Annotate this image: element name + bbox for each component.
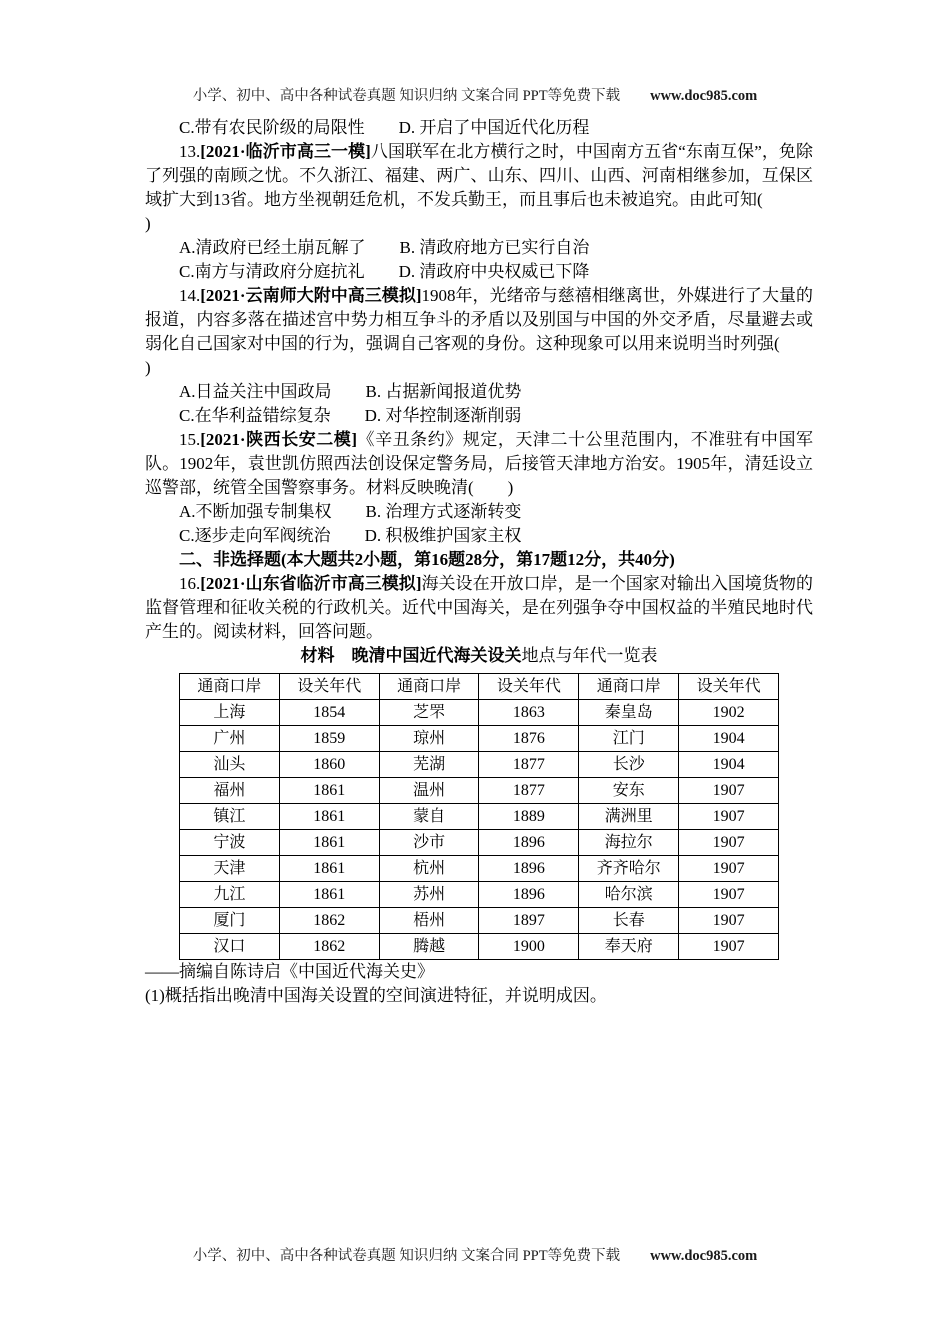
table-cell: 1907: [679, 934, 779, 960]
header-site-url[interactable]: www.doc985.com: [650, 88, 758, 104]
table-row: [180, 934, 779, 960]
question-15-text: 《辛丑条约》规定，天津二十公里范围内，不准驻有中国军队。1902年，袁世凯仿照西法创设保定警务局，后接管天津地方治安。1905年，清廷设立巡警部，统管全国警察事务。材料反映晚清( ): [145, 430, 813, 497]
table-cell: 安东: [579, 778, 679, 804]
question-13-number: 13.: [179, 142, 201, 161]
table-cell: 1861: [279, 882, 379, 908]
table-cell: 1862: [279, 908, 379, 934]
material-title-regular: 地点与年代一览表: [521, 646, 658, 665]
table-cell: 1904: [679, 726, 779, 752]
question-15-number: 15.: [179, 430, 201, 449]
table-cell: 芝罘: [379, 700, 479, 726]
customs-table: [179, 673, 779, 960]
question-14-source: [2021·云南师大附中高三模拟]: [200, 286, 422, 305]
table-cell: 福州: [180, 778, 280, 804]
table-cell: 1861: [279, 804, 379, 830]
table-row: [180, 752, 779, 778]
page-header: [0, 84, 950, 105]
question-14-stem: [145, 284, 813, 356]
question-12-options-cd: C.带有农民阶级的局限性 D. 开启了中国近代化历程: [179, 118, 590, 137]
section-2-heading: 二、非选择题(本大题共2小题，第16题28分，第17题12分，共40分): [179, 550, 675, 569]
material-title: [145, 644, 813, 668]
question-16-sub-question-1: (1)概括指出晚清中国海关设置的空间演进特征，并说明成因。: [145, 986, 607, 1005]
table-cell: 1859: [279, 726, 379, 752]
table-cell: 天津: [180, 856, 280, 882]
table-column-header: 设关年代: [279, 674, 379, 700]
table-cell: 长春: [579, 908, 679, 934]
question-14-text: 1908年，光绪帝与慈禧相继离世，外媒进行了大量的报道，内容多落在描述宫中势力相互争斗的矛盾以及别国与中国的外交矛盾，尽量避去或弱化自己国家对中国的行为，强调自己客观的身份。这种现象可以用来说明当时列强(: [145, 286, 813, 353]
table-cell: 秦皇岛: [579, 700, 679, 726]
table-cell: 1902: [679, 700, 779, 726]
table-row: [180, 856, 779, 882]
table-cell: 广州: [180, 726, 280, 752]
table-row: [180, 778, 779, 804]
table-cell: 奉天府: [579, 934, 679, 960]
table-cell: 1889: [479, 804, 579, 830]
question-13-source: [2021·临沂市高三一模]: [200, 142, 371, 161]
question-16-source: [2021·山东省临沂市高三模拟]: [200, 574, 422, 593]
page-footer: [0, 1244, 950, 1265]
header-text: 小学、初中、高中各种试卷真题 知识归纳 文案合同 PPT等免费下载: [192, 88, 621, 104]
table-cell: 蒙自: [379, 804, 479, 830]
table-cell: 1907: [679, 804, 779, 830]
table-cell: 琼州: [379, 726, 479, 752]
table-cell: 上海: [180, 700, 280, 726]
table-cell: 1907: [679, 778, 779, 804]
question-16-number: 16.: [179, 574, 201, 593]
table-cell: 苏州: [379, 882, 479, 908]
table-column-header: 通商口岸: [579, 674, 679, 700]
table-cell: 1876: [479, 726, 579, 752]
table-cell: 满洲里: [579, 804, 679, 830]
table-cell: 1904: [679, 752, 779, 778]
table-cell: 长沙: [579, 752, 679, 778]
table-row: [180, 700, 779, 726]
material-source-note: ——摘编自陈诗启《中国近代海关史》: [145, 962, 434, 981]
footer-site-url[interactable]: www.doc985.com: [650, 1248, 758, 1264]
table-cell: 1877: [479, 752, 579, 778]
question-13-text: 八国联军在北方横行之时，中国南方五省“东南互保”，免除了列强的南顾之忧。不久浙江、福建、两广、山东、四川、山西、河南相继参加，互保区域扩大到13省。地方坐视朝廷危机，不发兵勤王，而且事后也未被追究。由此可知(: [145, 142, 813, 209]
question-14-options-cd: C.在华利益错综复杂 D. 对华控制逐渐削弱: [179, 406, 522, 425]
table-column-header: 设关年代: [679, 674, 779, 700]
table-cell: 镇江: [180, 804, 280, 830]
table-cell: 1907: [679, 882, 779, 908]
question-14-number: 14.: [179, 286, 201, 305]
question-15-stem: [145, 428, 813, 500]
table-cell: 梧州: [379, 908, 479, 934]
footer-text: 小学、初中、高中各种试卷真题 知识归纳 文案合同 PPT等免费下载: [192, 1248, 621, 1264]
table-cell: 1896: [479, 830, 579, 856]
table-cell: 1877: [479, 778, 579, 804]
table-cell: 江门: [579, 726, 679, 752]
table-cell: 九江: [180, 882, 280, 908]
document-body: [145, 116, 813, 1008]
question-14-paren-close: ): [145, 358, 151, 377]
question-13-options-ab: A.清政府已经土崩瓦解了 B. 清政府地方已实行自治: [179, 238, 590, 257]
table-cell: 厦门: [180, 908, 280, 934]
table-cell: 1907: [679, 856, 779, 882]
question-16-text: 海关设在开放口岸，是一个国家对输出入国境货物的监督管理和征收关税的行政机关。近代中国海关，是在列强争夺中国权益的半殖民地时代产生的。阅读材料，回答问题。: [145, 574, 813, 641]
question-14-options-ab: A.日益关注中国政局 B. 占据新闻报道优势: [179, 382, 522, 401]
table-cell: 1862: [279, 934, 379, 960]
table-cell: 腾越: [379, 934, 479, 960]
table-cell: 1900: [479, 934, 579, 960]
question-13-stem: [145, 140, 813, 212]
table-cell: 1861: [279, 856, 379, 882]
table-cell: 齐齐哈尔: [579, 856, 679, 882]
table-cell: 汉口: [180, 934, 280, 960]
table-cell: 1860: [279, 752, 379, 778]
table-cell: 宁波: [180, 830, 280, 856]
table-cell: 1863: [479, 700, 579, 726]
table-header-row: [180, 674, 779, 700]
table-row: [180, 804, 779, 830]
table-cell: 1897: [479, 908, 579, 934]
table-row: [180, 908, 779, 934]
table-row: [180, 882, 779, 908]
table-cell: 汕头: [180, 752, 280, 778]
table-cell: 1907: [679, 830, 779, 856]
table-cell: 沙市: [379, 830, 479, 856]
table-cell: 1854: [279, 700, 379, 726]
table-column-header: 通商口岸: [379, 674, 479, 700]
table-cell: 芜湖: [379, 752, 479, 778]
question-13-paren-close: ): [145, 214, 151, 233]
question-13-options-cd: C.南方与清政府分庭抗礼 D. 清政府中央权威已下降: [179, 262, 590, 281]
table-cell: 杭州: [379, 856, 479, 882]
table-column-header: 通商口岸: [180, 674, 280, 700]
table-cell: 1896: [479, 882, 579, 908]
table-row: [180, 726, 779, 752]
question-15-options-cd: C.逐步走向军阀统治 D. 积极维护国家主权: [179, 526, 522, 545]
material-title-bold: 材料 晚清中国近代海关设关: [300, 646, 522, 665]
table-cell: 温州: [379, 778, 479, 804]
table-cell: 1907: [679, 908, 779, 934]
table-cell: 1861: [279, 778, 379, 804]
table-cell: 1861: [279, 830, 379, 856]
question-15-source: [2021·陕西长安二模]: [200, 430, 358, 449]
table-cell: 哈尔滨: [579, 882, 679, 908]
table-cell: 1896: [479, 856, 579, 882]
table-cell: 海拉尔: [579, 830, 679, 856]
question-16-stem: [145, 572, 813, 644]
table-column-header: 设关年代: [479, 674, 579, 700]
table-row: [180, 830, 779, 856]
question-15-options-ab: A.不断加强专制集权 B. 治理方式逐渐转变: [179, 502, 522, 521]
